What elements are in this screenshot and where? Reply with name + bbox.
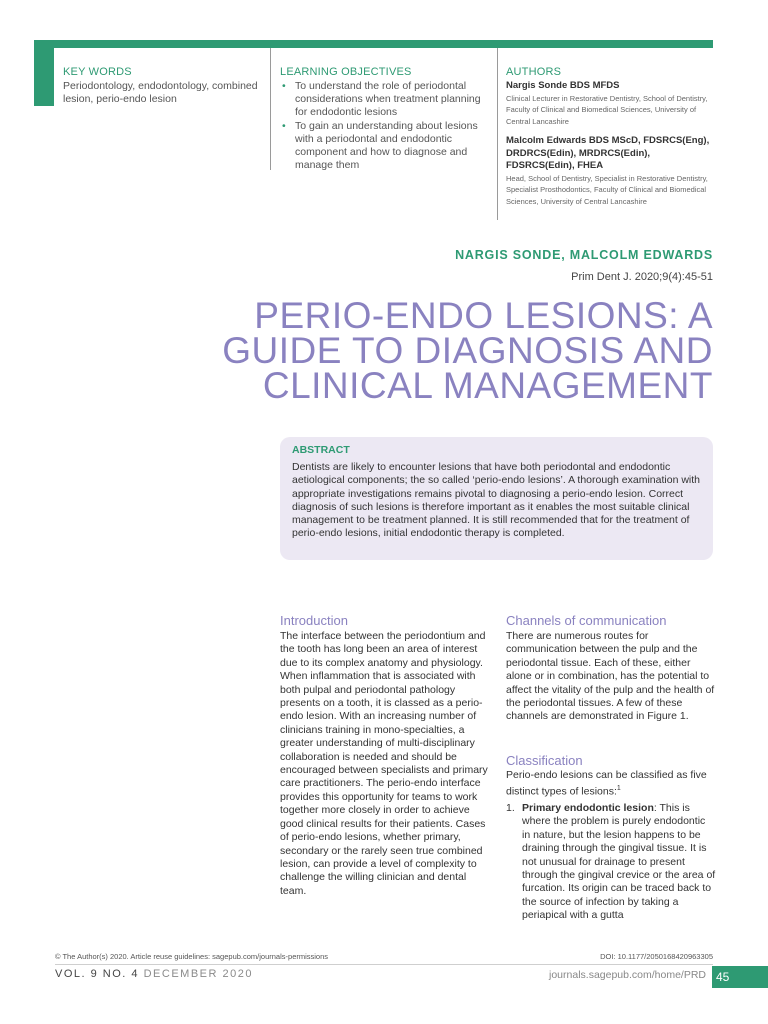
article-title: PERIO-ENDO LESIONS: A GUIDE TO DIAGNOSIS AND CLINICAL MANAGEMENT: [222, 295, 713, 406]
learning-objectives-label: LEARNING OBJECTIVES: [280, 66, 412, 78]
page-number-box: [712, 966, 768, 988]
page-number: 45: [716, 970, 730, 984]
header-side-accent: [34, 40, 54, 106]
author-name: Nargis Sonde BDS MFDS: [506, 80, 620, 91]
author-block: [506, 135, 716, 207]
copyright-notice: © The Author(s) 2020. Article reuse guidelines: sagepub.com/journals-permissions: [55, 952, 329, 961]
abstract-box: [280, 437, 713, 560]
authors-label: AUTHORS: [506, 66, 562, 78]
classification-heading: Classification: [506, 753, 583, 768]
author-affiliation: Head, School of Dentistry, Specialist in Restorative Dentistry, Specialist Prosthodontics, Faculty of Clinical and Biomedical Sciences, University of Central Lancashire: [506, 173, 708, 206]
column-divider-1: [270, 48, 271, 170]
issue-date: DECEMBER 2020: [143, 968, 253, 980]
channels-heading: Channels of communication: [506, 613, 667, 628]
abstract-label: ABSTRACT: [292, 444, 350, 456]
article-citation: Prim Dent J. 2020;9(4):45-51: [571, 271, 713, 283]
author-block: [506, 80, 716, 127]
learning-objective-item: • To gain an understanding about lesions with a periodontal and endodontic component and how to diagnose and manage them: [280, 120, 490, 172]
learning-objective-item: • To understand the role of periodontal considerations when treatment planning for endodontic lesions: [280, 80, 490, 119]
author-affiliation: Clinical Lecturer in Restorative Dentistry, School of Dentistry, Faculty of Clinical and Biomedical Sciences, University of Central Lancashire: [506, 93, 708, 126]
footnote-ref: 1: [616, 785, 621, 793]
keywords-label: KEY WORDS: [63, 66, 132, 78]
column-divider-2: [497, 48, 498, 220]
introduction-text: The interface between the periodontium and the tooth has long been an area of interest due to its complex anatomy and physiology. When inflammation that is associated with both pulpal and periodontal pathology presents on a tooth, it is classed as a perio-endo lesion. With an increasing number of clinicians training in mono-specialties, a greater understanding of multi-disciplinary collaboration is needed and should be encouraged between specialists and primary care practitioners. The perio-endo interface provides this opportunity for teams to work together more closely in order to achieve good clinical results for their patients. Cases of perio-endo lesions, whether primary, secondary or the rarely seen true combined lesion, can provide a level of complexity to challenge the willing clinician and dental team.: [280, 630, 488, 897]
journal-url: journals.sagepub.com/home/PRD: [549, 969, 706, 981]
volume-issue: [55, 968, 253, 980]
item-term: Primary endodontic lesion: [522, 802, 654, 814]
introduction-heading: Introduction: [280, 613, 348, 628]
doi: DOI: 10.1177/2050168420963305: [600, 952, 713, 961]
classification-intro-text: Perio-endo lesions can be classified as five distinct types of lesions:: [506, 769, 707, 798]
author-name: Malcolm Edwards BDS MScD, FDSRCS(Eng), DRDRCS(Edin), MRDRCS(Edin), FDSRCS(Edin), FHEA: [506, 135, 710, 171]
abstract-text: Dentists are likely to encounter lesions that have both periodontal and endodontic aetiological components; the so called ‘perio-endo lesions’. A thorough examination with appropriate investigations remains pivotal to diagnosing a perio-endo lesion. Correct diagnosis of such lesions is therefore important as it enables the most suitable clinical management to be treatment planned. It is still recommended that for the treatment of perio-endo lesions, initial endodontic therapy is completed.: [292, 461, 701, 540]
volume-number: VOL. 9 NO. 4: [55, 968, 140, 980]
classification-intro: [506, 769, 716, 799]
header-accent-bar: [34, 40, 713, 48]
classification-item: [506, 802, 716, 923]
item-text: : This is where the problem is purely endodontic in nature, but the lesion happens to be draining through the gingival tissue. It is not unusual for drainage to present through the gingival crevice or the area of furcation. Its origin can be traced back to the source of infection by taking a periapical with a gutta: [522, 802, 716, 922]
keywords-text: Periodontology, endodontology, combined lesion, perio-endo lesion: [63, 80, 258, 105]
footer-divider: [55, 964, 713, 965]
learning-objectives-list: [280, 80, 490, 173]
article-byline: NARGIS SONDE, MALCOLM EDWARDS: [455, 248, 713, 262]
channels-text: There are numerous routes for communication between the pulp and the periodontal tissue. Each of these, either alone or in combination, has the potential to affect the vitality of the pulp and the health of the periodontal tissues. A few of these channels are demonstrated in Figure 1.: [506, 630, 715, 723]
item-number: 1.: [506, 802, 515, 814]
